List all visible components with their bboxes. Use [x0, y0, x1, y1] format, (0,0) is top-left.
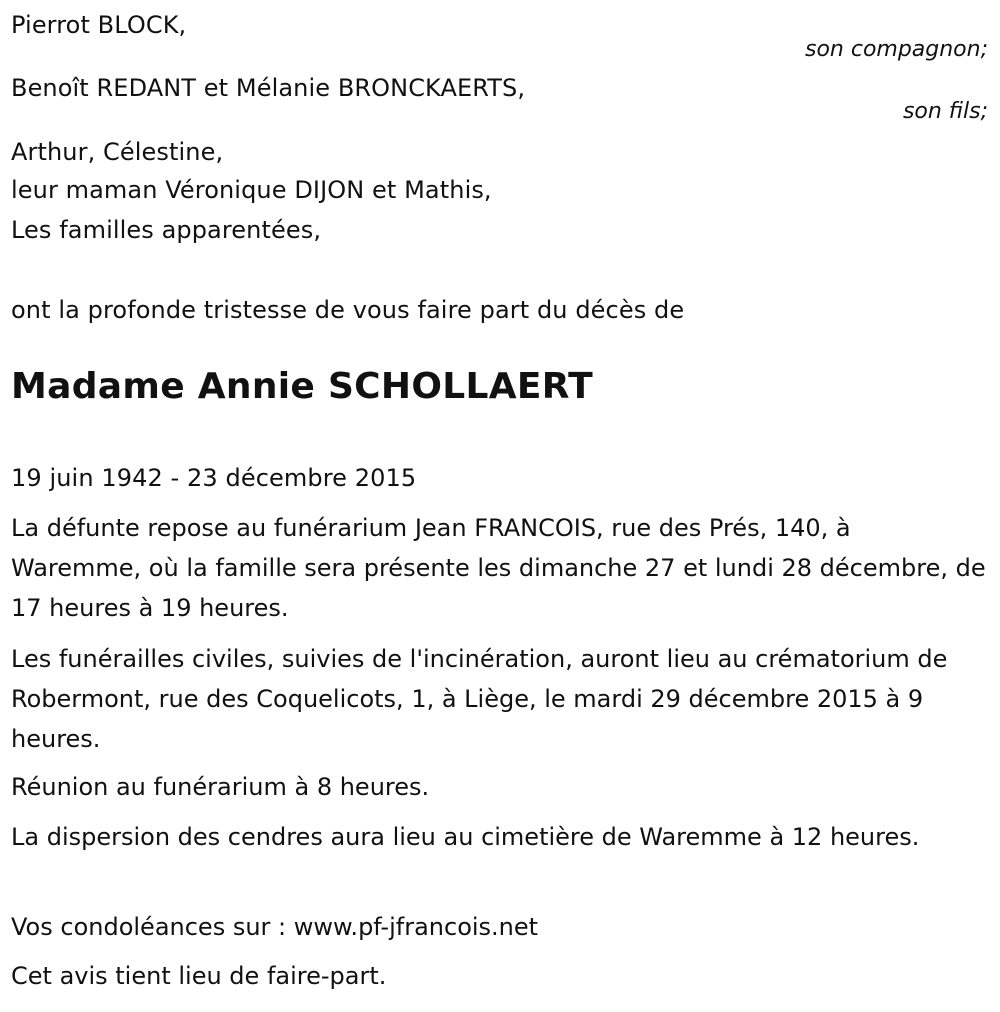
deceased-name: Madame Annie SCHOLLAERT: [11, 366, 594, 407]
notice-paragraph: Cet avis tient lieu de faire-part.: [11, 962, 387, 990]
family-line-1: Pierrot BLOCK,: [11, 11, 187, 39]
announcement-text: ont la profonde tristesse de vous faire part du décès de: [11, 296, 685, 324]
family-line-5: Les familles apparentées,: [11, 216, 322, 244]
meeting-paragraph: Réunion au funérarium à 8 heures.: [11, 773, 430, 801]
condolences-paragraph: Vos condoléances sur : www.pf-jfrancois.net: [11, 913, 539, 941]
family-line-2: Benoît REDANT et Mélanie BRONCKAERTS,: [11, 74, 526, 102]
life-dates: 19 juin 1942 - 23 décembre 2015: [11, 464, 417, 492]
funeral-paragraph: Les funérailles civiles, suivies de l'incinération, auront lieu au crématorium de Robermont, rue des Coquelicots, 1, à Liège, le mardi 29 décembre 2015 à 9 heures.: [11, 645, 948, 753]
family-line-3: Arthur, Célestine,: [11, 138, 224, 166]
relation-2: son fils;: [902, 99, 988, 124]
ashes-paragraph: La dispersion des cendres aura lieu au cimetière de Waremme à 12 heures.: [11, 823, 920, 851]
relation-1: son compagnon;: [804, 37, 988, 62]
family-line-4: leur maman Véronique DIJON et Mathis,: [11, 176, 492, 204]
visitation-paragraph: La défunte repose au funérarium Jean FRANCOIS, rue des Prés, 140, à Waremme, où la famille sera présente les dimanche 27 et lundi 28 décembre, de 17 heures à 19 heures.: [11, 514, 986, 622]
